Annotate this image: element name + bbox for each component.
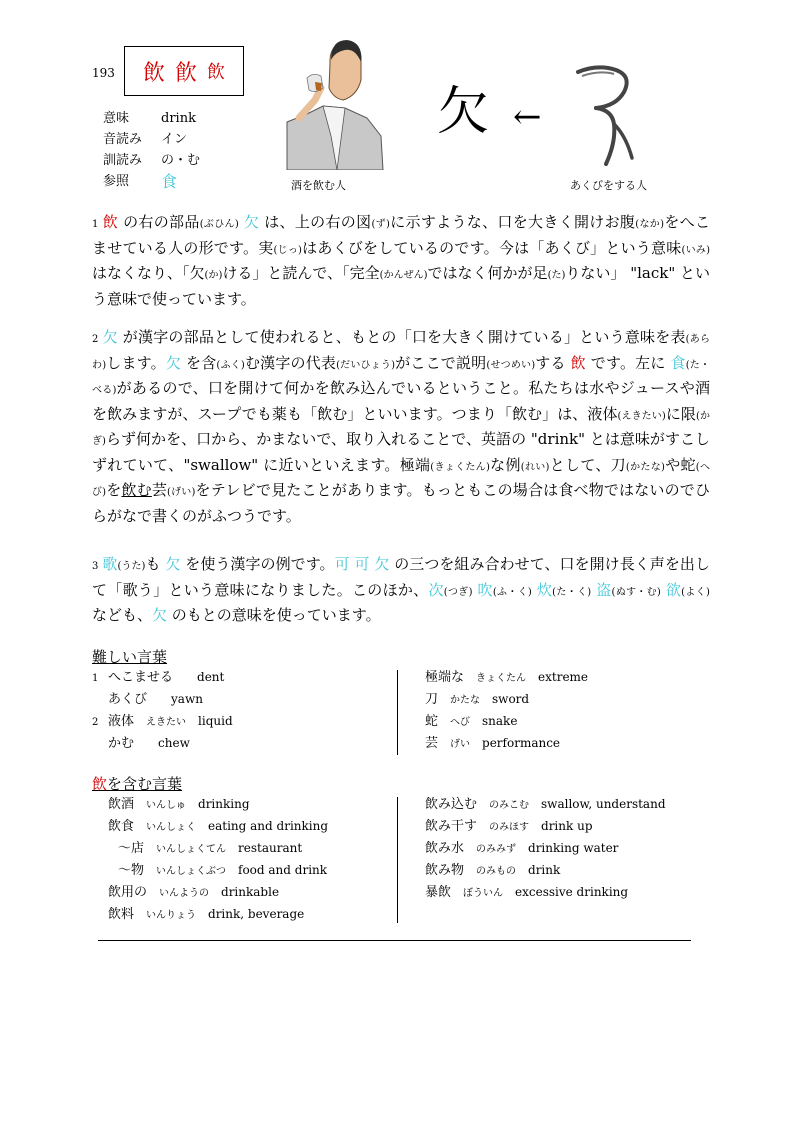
text: をテレビで見たことがあります。もっともこの場合は食べ物ではないのでひらがなで書くのがふつうです。 xyxy=(92,481,710,525)
difficult-words-heading: 難しい言葉 xyxy=(92,648,168,666)
reading: いんりょう xyxy=(146,910,197,921)
reading: (あらわ) xyxy=(92,334,710,371)
info-label: 訓読み xyxy=(103,153,143,168)
reading: (ぶひん) xyxy=(199,219,239,230)
underlined-word: 飲む xyxy=(121,481,152,499)
english: drink xyxy=(528,863,561,877)
reading: (だいひょう) xyxy=(336,359,396,371)
kanji-variant-1: 飲 xyxy=(142,60,165,86)
text: の三つを組み合わせて、口を開け長く声を出して「歌う」という意味になりました。このほか、 xyxy=(92,555,710,599)
text: らず何かを、口から、かまないで、取り入れることで、英語の "drink" とは意味がすこしずれていて、"swallow" に近いといえます。極端 xyxy=(92,430,711,474)
word: 刀 xyxy=(425,692,439,707)
word: あくび xyxy=(108,692,148,707)
info-row-kun xyxy=(103,150,200,171)
difficult-words-left xyxy=(92,667,233,755)
list-item xyxy=(92,711,233,733)
list-item xyxy=(425,733,588,755)
kanji-highlight: 飲 xyxy=(102,213,119,231)
text: はあくびをしているのです。今は「あくび」という意味 xyxy=(301,238,682,257)
compounds-right xyxy=(425,794,666,904)
bottom-rule xyxy=(98,940,691,941)
info-label: 音読み xyxy=(103,132,143,147)
kanji-highlight: 歌 xyxy=(102,555,118,573)
man-drinking-illustration xyxy=(285,36,385,170)
reading: (いみ) xyxy=(681,244,710,256)
difficult-words-right xyxy=(425,667,588,755)
english: sword xyxy=(492,692,530,706)
list-item xyxy=(425,860,666,882)
kanji-highlight: 欲 xyxy=(665,580,682,599)
info-row-ref xyxy=(103,171,200,192)
info-value: drink xyxy=(161,111,196,126)
reading: (た・べる) xyxy=(92,359,710,396)
info-label: 参照 xyxy=(103,174,130,189)
reading: のみこむ xyxy=(489,800,530,811)
list-item xyxy=(425,838,666,860)
list-item xyxy=(92,667,233,689)
reading: (た・く) xyxy=(552,586,592,598)
text: があるので、口を開けて何かを飲み込んでいるということ。私たちは水やジュースや酒を飲みますが、スープでも薬も「飲む」といいます。つまり「飲む」は、液体 xyxy=(92,379,711,423)
reading: (よく) xyxy=(681,586,710,598)
list-item xyxy=(108,794,328,816)
word: 飲み物 xyxy=(425,863,465,878)
text: は、上の右の図 xyxy=(264,213,372,231)
reading: (ふ・く) xyxy=(492,586,532,598)
text: を含 xyxy=(181,353,217,372)
reading: (きょくたん) xyxy=(430,461,490,473)
list-item xyxy=(425,689,588,711)
list-item xyxy=(108,882,328,904)
word: ～物 xyxy=(118,863,145,878)
word: 芸 xyxy=(425,736,439,751)
reading: いんしゅ xyxy=(146,800,187,811)
reading: げい xyxy=(450,739,471,750)
reading: いんしょくてん xyxy=(156,844,227,855)
reading: (れい) xyxy=(520,461,550,473)
word: 液体 xyxy=(108,714,135,729)
word: 暴飲 xyxy=(425,885,452,900)
list-item xyxy=(92,689,233,711)
paragraph-number: 1 xyxy=(92,219,99,230)
list-item xyxy=(425,816,666,838)
english: dent xyxy=(197,670,225,684)
kanji-box xyxy=(124,46,244,96)
english: liquid xyxy=(198,714,233,728)
text: を使う漢字の例です。 xyxy=(180,555,335,573)
word: 飲料 xyxy=(108,907,135,922)
reading: のみもの xyxy=(476,866,517,877)
reading: (かたな) xyxy=(625,461,665,473)
text: です。左に xyxy=(585,353,671,372)
info-value: 食 xyxy=(161,172,178,191)
reading: えきたい xyxy=(146,717,187,728)
list-item xyxy=(108,838,328,860)
text: 芸 xyxy=(151,481,167,499)
item-number: 2 xyxy=(92,717,99,728)
english: drink up xyxy=(541,819,593,833)
entry-number: 193 xyxy=(92,66,115,80)
text: が漢字の部品として使われると、もとの「口を大きく開けている」という意味を表 xyxy=(117,328,686,346)
reading: いんようの xyxy=(159,888,210,899)
word: 極端な xyxy=(425,670,465,685)
info-table xyxy=(103,108,200,192)
paragraph-number: 3 xyxy=(92,561,99,572)
column-divider xyxy=(397,670,398,755)
reading: へび xyxy=(450,717,471,728)
text: なども、 xyxy=(92,606,153,624)
reading: (た) xyxy=(547,270,566,281)
info-value: イン xyxy=(161,132,188,147)
reading: (えきたい) xyxy=(617,410,666,422)
word: 飲み干す xyxy=(425,819,478,834)
info-label: 意味 xyxy=(103,111,130,126)
yawn-caption: あくびをする人 xyxy=(570,179,647,192)
text: な例 xyxy=(489,455,521,474)
text: む漢字の代表 xyxy=(244,353,337,372)
english: excessive drinking xyxy=(515,885,629,899)
text: ではなく何かが足 xyxy=(427,264,548,282)
word: 飲み込む xyxy=(425,797,478,812)
heading-kanji: 飲 xyxy=(92,775,108,793)
english: yawn xyxy=(171,692,203,706)
info-value: の・む xyxy=(161,153,201,168)
kanji-highlight: 吹 xyxy=(477,580,493,599)
kanji-highlight: 欠 xyxy=(102,328,118,346)
reading: いんしょく xyxy=(146,822,197,833)
heading-text: を含む言葉 xyxy=(107,775,183,793)
kanji-highlight: 炊 xyxy=(536,580,553,599)
ancient-yawn-glyph-icon xyxy=(572,62,636,170)
english: drinking water xyxy=(528,841,619,855)
man-caption: 酒を飲む人 xyxy=(291,179,346,192)
list-item xyxy=(108,904,328,926)
reading: (ぬす・む) xyxy=(611,586,661,598)
word: 蛇 xyxy=(425,714,439,729)
text: として、刀 xyxy=(549,455,626,474)
text: も xyxy=(145,555,166,573)
text: する xyxy=(535,353,571,372)
reading: かたな xyxy=(450,695,481,706)
paragraph-3 xyxy=(92,553,710,627)
info-row-meaning xyxy=(103,108,200,129)
reading: きょくたん xyxy=(476,673,527,684)
arrow-icon: ← xyxy=(513,97,542,137)
english: snake xyxy=(482,714,518,728)
word: 飲食 xyxy=(108,819,135,834)
reading: (じっ) xyxy=(273,244,302,256)
kanji-highlight: 欠 xyxy=(165,555,181,573)
kanji-highlight: 飲 xyxy=(570,353,586,372)
english: extreme xyxy=(538,670,589,684)
text: に限 xyxy=(665,404,696,423)
word: かむ xyxy=(108,736,135,751)
english: swallow, understand xyxy=(541,797,666,811)
word: ～店 xyxy=(118,841,145,856)
kanji-highlight: 欠 xyxy=(238,213,265,231)
reading: いんしょくぶつ xyxy=(156,866,227,877)
reading: (へび) xyxy=(92,461,710,498)
info-row-on xyxy=(103,129,200,150)
english: restaurant xyxy=(238,841,303,855)
english: food and drink xyxy=(238,863,328,877)
reading: (なか) xyxy=(635,219,664,230)
english: chew xyxy=(158,736,190,750)
kanji-highlight: 次 xyxy=(428,580,444,599)
text: や蛇 xyxy=(664,455,696,474)
paragraph-number: 2 xyxy=(92,334,99,345)
compounds-heading xyxy=(92,773,182,794)
paragraph-2 xyxy=(92,326,710,527)
text: の右の部品 xyxy=(118,213,200,231)
kanji-highlight: 欠 xyxy=(152,606,168,624)
text: がここで説明 xyxy=(395,353,487,372)
reading: のみほす xyxy=(489,822,530,833)
reading: のみみず xyxy=(476,844,517,855)
english: drinking xyxy=(198,797,250,811)
list-item xyxy=(425,711,588,733)
reading: (せつめい) xyxy=(486,359,536,371)
text: を xyxy=(106,481,122,499)
text: ける」と読んで、「完全 xyxy=(222,264,380,282)
list-item xyxy=(92,733,233,755)
reading: (か) xyxy=(204,270,223,281)
kanji-variant-3: 飲 xyxy=(207,62,226,83)
kanji-highlight: 食 xyxy=(670,353,686,372)
list-item xyxy=(425,794,666,816)
reading: (ふく) xyxy=(216,359,245,371)
word: 飲み水 xyxy=(425,841,465,856)
list-item xyxy=(425,667,588,689)
paragraph-1 xyxy=(92,211,710,310)
english: drinkable xyxy=(221,885,280,899)
text: をへこませている人の形です。実 xyxy=(92,213,710,257)
word: 飲酒 xyxy=(108,797,135,812)
word: 飲用の xyxy=(108,885,148,900)
column-divider xyxy=(397,797,398,923)
text: します。 xyxy=(106,353,166,372)
english: drink, beverage xyxy=(208,907,305,921)
list-item xyxy=(108,816,328,838)
text: はなくなり、「欠 xyxy=(92,264,205,282)
reading: (かぎ) xyxy=(92,410,710,447)
compounds-left xyxy=(108,794,328,926)
english: performance xyxy=(482,736,561,750)
text: のもとの意味を使っています。 xyxy=(167,606,381,624)
kanji-highlight: 可 可 欠 xyxy=(334,555,390,573)
text: に示すような、口を大きく開けお腹 xyxy=(389,213,636,231)
reading: (うた) xyxy=(117,561,146,572)
modern-character: 欠 xyxy=(437,82,490,142)
reading: (げい) xyxy=(167,487,196,498)
word: へこませる xyxy=(108,670,174,685)
item-number: 1 xyxy=(92,673,99,684)
reading: (ず) xyxy=(371,219,390,230)
kanji-highlight: 盗 xyxy=(596,580,612,599)
list-item xyxy=(425,882,666,904)
reading: ぼういん xyxy=(463,888,504,899)
reading: (かんぜん) xyxy=(379,270,428,281)
text: りない」 "lack" という意味で使っています。 xyxy=(92,264,711,308)
kanji-highlight: 欠 xyxy=(165,353,182,372)
kanji-variant-2: 飮 xyxy=(175,60,198,86)
reading: (つぎ) xyxy=(443,586,473,598)
english: eating and drinking xyxy=(208,819,329,833)
list-item xyxy=(108,860,328,882)
